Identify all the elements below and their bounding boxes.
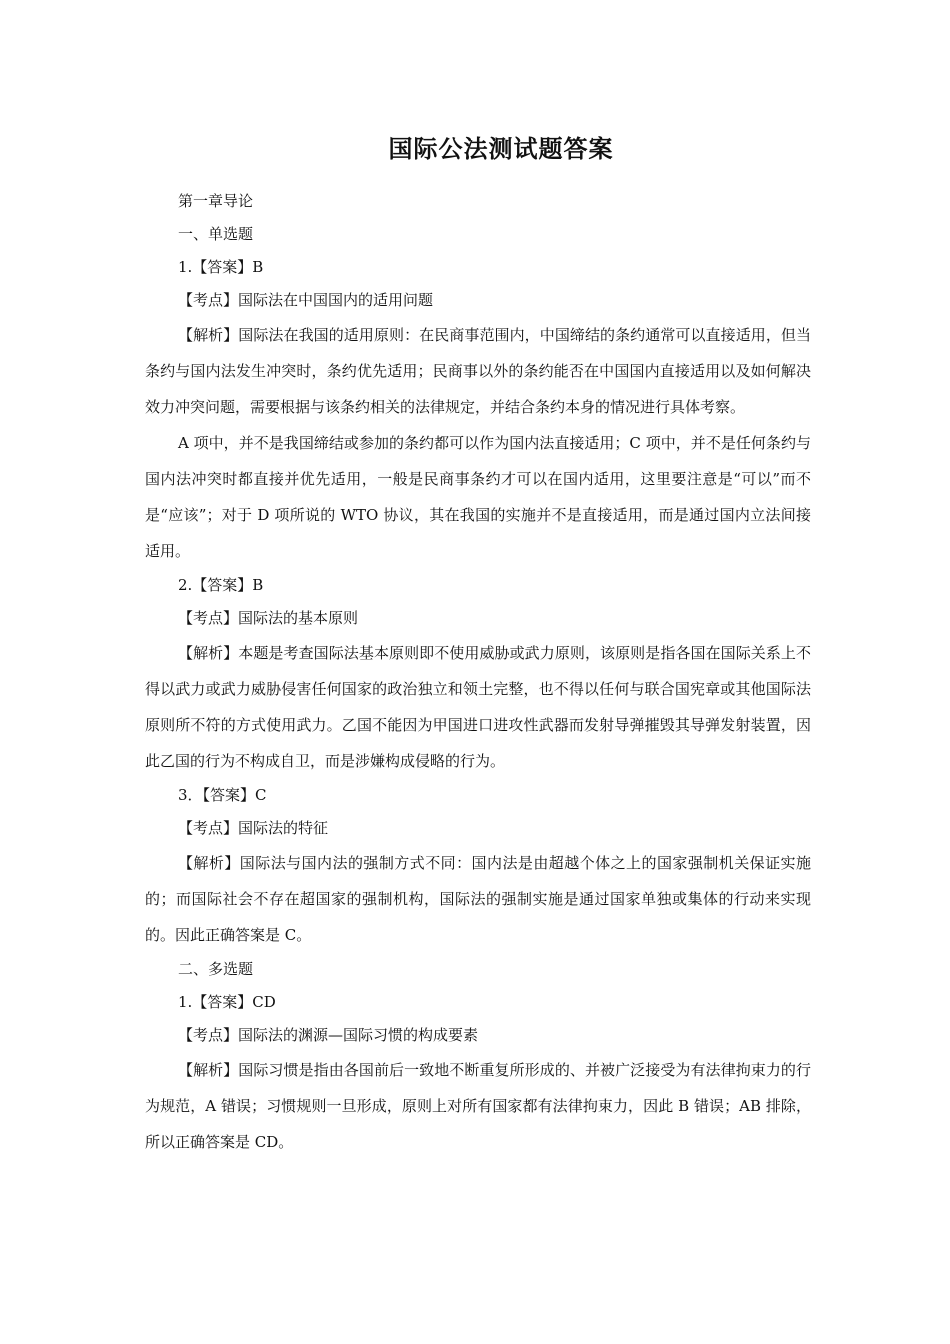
section-heading-single: 一、单选题 bbox=[178, 225, 254, 243]
q3-point: 【考点】国际法的特征 bbox=[178, 819, 329, 837]
document-body bbox=[145, 185, 811, 1160]
chapter-heading: 第一章导论 bbox=[178, 192, 254, 210]
q3-analysis: 【解析】国际法与国内法的强制方式不同：国内法是由超越个体之上的国家强制机关保证实施的；而国际社会不存在超国家的强制机构，国际法的强制实施是通过国家单独或集体的行动来实现的。因此正确答案是 C。 bbox=[145, 854, 811, 944]
m1-analysis: 【解析】国际习惯是指由各国前后一致地不断重复所形成的、并被广泛接受为有法律拘束力的行为规范，A 错误；习惯规则一旦形成，原则上对所有国家都有法律拘束力，因此 B 错误；AB 排除，所以正确答案是 CD。 bbox=[145, 1061, 811, 1151]
q1-point: 【考点】国际法在中国国内的适用问题 bbox=[178, 291, 434, 309]
q3-answer: 3．【答案】C bbox=[178, 786, 267, 804]
section-heading-multi: 二、多选题 bbox=[178, 960, 254, 978]
m1-answer: 1.【答案】CD bbox=[178, 993, 276, 1011]
q1-analysis-2: A 项中，并不是我国缔结或参加的条约都可以作为国内法直接适用；C 项中，并不是任何条约与国内法冲突时都直接并优先适用，一般是民商事条约才可以在国内适用，这里要注意是“可以”而不是“应该”；对于 D 项所说的 WTO 协议，其在我国的实施并不是直接适用，而是通过国内立法间接适用。 bbox=[145, 434, 811, 560]
q2-answer: 2.【答案】B bbox=[178, 576, 264, 594]
q1-answer: 1.【答案】B bbox=[178, 258, 264, 276]
m1-point: 【考点】国际法的渊源—国际习惯的构成要素 bbox=[178, 1026, 479, 1044]
q2-point: 【考点】国际法的基本原则 bbox=[178, 609, 359, 627]
q1-analysis: 【解析】国际法在我国的适用原则：在民商事范围内，中国缔结的条约通常可以直接适用，但当条约与国内法发生冲突时，条约优先适用；民商事以外的条约能否在中国国内直接适用以及如何解决效力冲突问题，需要根据与该条约相关的法律规定，并结合条约本身的情况进行具体考察。 bbox=[145, 326, 811, 416]
document-title: 国际公法测试题答案 bbox=[388, 135, 614, 163]
q2-analysis: 【解析】本题是考查国际法基本原则即不使用威胁或武力原则，该原则是指各国在国际关系上不得以武力或武力威胁侵害任何国家的政治独立和领土完整，也不得以任何与联合国宪章或其他国际法原则所不符的方式使用武力。乙国不能因为甲国进口进攻性武器而发射导弹摧毁其导弹发射装置，因此乙国的行为不构成自卫，而是涉嫌构成侵略的行为。 bbox=[145, 644, 811, 770]
